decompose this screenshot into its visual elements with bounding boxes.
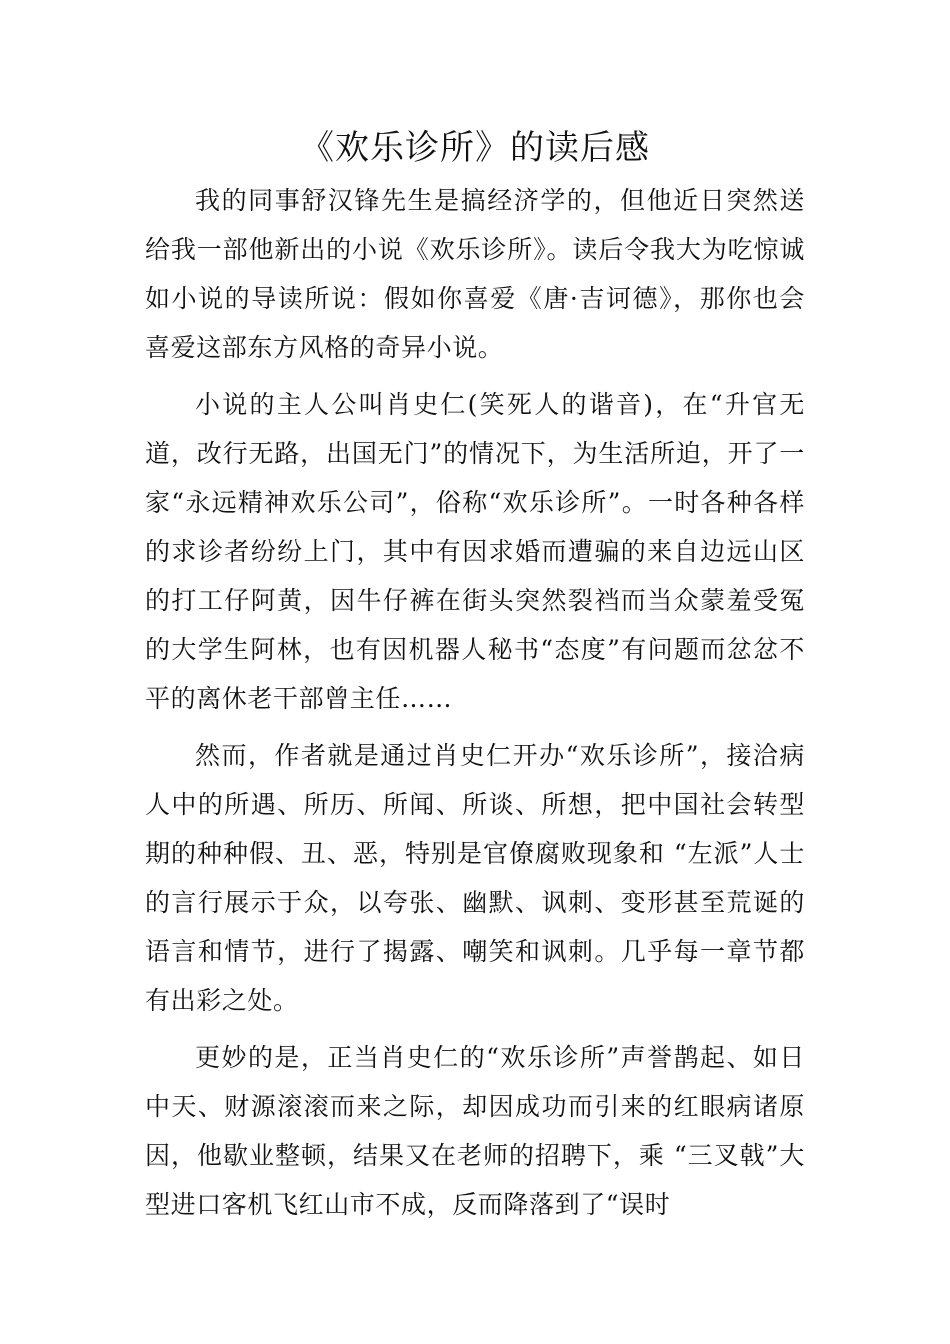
document-body: [145, 176, 805, 1237]
paragraph-2: 小说的主人公叫肖史仁(笑死人的谐音)，在“升官无道，改行无路，出国无门”的情况下，为生活所迫，开了一家“永远精神欢乐公司”，俗称“欢乐诊所”。一时各种各样的求诊者纷纷上门，其中有因求婚而遭骗的来自边远山区的打工仔阿黄，因牛仔裤在街头突然裂裆而当众蒙羞受冤的大学生阿林，也有因机器人秘书“态度”有问题而忿忿不平的离休老干部曾主任……: [145, 390, 805, 713]
document-title: 《欢乐诊所》的读后感: [300, 128, 650, 168]
paragraph-4: 更妙的是，正当肖史仁的“欢乐诊所”声誉鹊起、如日中天、财源滚滚而来之际，却因成功而引来的红眼病诸原因，他歇业整顿，结果又在老师的招聘下，乘 “三叉戟”大型进口客机飞红山市不成，反而降落到了“误时: [145, 1043, 805, 1219]
paragraph-3: 然而，作者就是通过肖史仁开办“欢乐诊所”，接洽病人中的所遇、所历、所闻、所谈、所想，把中国社会转型期的种种假、丑、恶，特别是官僚腐败现象和 “左派”人士的言行展示于众，以夸张、幽默、讽刺、变形甚至荒诞的语言和情节，进行了揭露、嘲笑和讽刺。几乎每一章节都有出彩之处。: [145, 741, 805, 1015]
paragraph-1: 我的同事舒汉锋先生是搞经济学的，但他近日突然送给我一部他新出的小说《欢乐诊所》。读后令我大为吃惊诚如小说的导读所说：假如你喜爱《唐·吉诃德》，那你也会喜爱这部东方风格的奇异小说。: [145, 186, 805, 362]
